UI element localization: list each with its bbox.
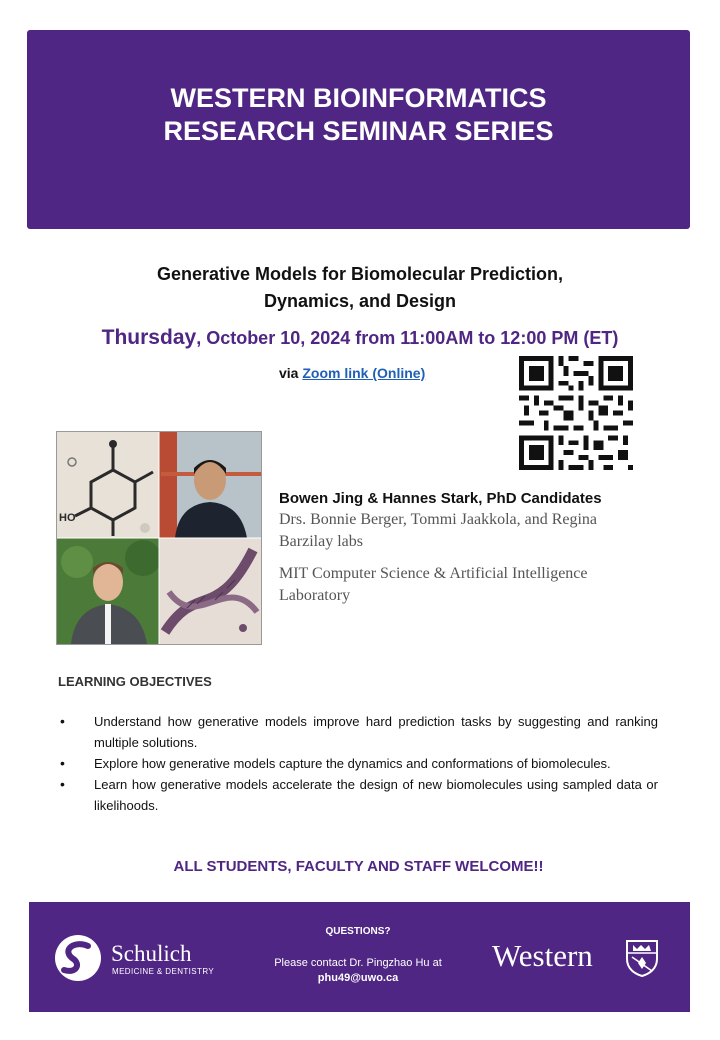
speaker-photo-hannes-stark (57, 538, 161, 644)
seminar-series-title (27, 82, 690, 148)
qr-code-icon (519, 356, 633, 470)
questions-label: QUESTIONS? (325, 926, 391, 937)
via-line (279, 365, 425, 381)
bullet-icon: • (60, 713, 65, 729)
talk-title-line1: Generative Models for Biomolecular Prediction, (156, 264, 564, 284)
objective-text: Explore how generative models capture the dynamics and conformations of biomolecules. (94, 756, 611, 771)
via-label: via (279, 365, 299, 381)
seminar-series-title-line1: WESTERN BIOINFORMATICS (170, 83, 547, 113)
talk-date (60, 326, 660, 350)
talk-title (60, 261, 660, 315)
objective-text: Learn how generative models accelerate the design of new biomolecules using sampled data or likelihoods. (94, 777, 658, 813)
speaker-photo-bowen-jing (159, 432, 261, 538)
learning-objectives-heading: LEARNING OBJECTIVES (58, 674, 212, 689)
contact-text: Please contact Dr. Pingzhao Hu at (274, 957, 442, 969)
molecule-illustration (57, 432, 159, 538)
talk-date-day: Thursday (101, 326, 197, 349)
speaker-photo-collage (56, 431, 262, 645)
objective-text: Understand how generative models improve hard prediction tasks by suggesting and ranking multiple solutions. (94, 714, 658, 750)
learning-objectives-list (58, 711, 658, 816)
speaker-info (279, 490, 679, 607)
talk-date-time: , October 10, 2024 from 11:00AM to 12:00 PM (ET) (196, 328, 619, 348)
list-item (58, 711, 658, 753)
seminar-series-title-line2: RESEARCH SEMINAR SERIES (163, 116, 554, 146)
speaker-institution: MIT Computer Science & Artificial Intelligence Laboratory (279, 565, 588, 604)
list-item (58, 774, 658, 816)
protein-illustration (159, 538, 261, 644)
contact-info (258, 956, 458, 986)
talk-title-line2: Dynamics, and Design (263, 291, 457, 311)
schulich-logo-icon (54, 934, 102, 982)
speaker-labs: Drs. Bonnie Berger, Tommi Jaakkola, and Regina Barzilay labs (279, 511, 598, 550)
bullet-icon: • (60, 776, 65, 792)
speaker-names: Bowen Jing & Hannes Stark, PhD Candidates (279, 490, 602, 507)
list-item (58, 753, 658, 774)
western-crest-icon (625, 939, 659, 977)
schulich-name: Schulich (111, 941, 192, 966)
western-name: Western (492, 938, 593, 973)
schulich-subtitle: MEDICINE & DENTISTRY (112, 967, 215, 976)
bullet-icon: • (60, 755, 65, 771)
contact-email[interactable]: phu49@uwo.ca (317, 972, 399, 984)
welcome-message: ALL STUDENTS, FACULTY AND STAFF WELCOME!! (173, 858, 544, 875)
zoom-link[interactable]: Zoom link (Online) (302, 365, 426, 381)
svg-text:HO: HO (59, 512, 76, 524)
